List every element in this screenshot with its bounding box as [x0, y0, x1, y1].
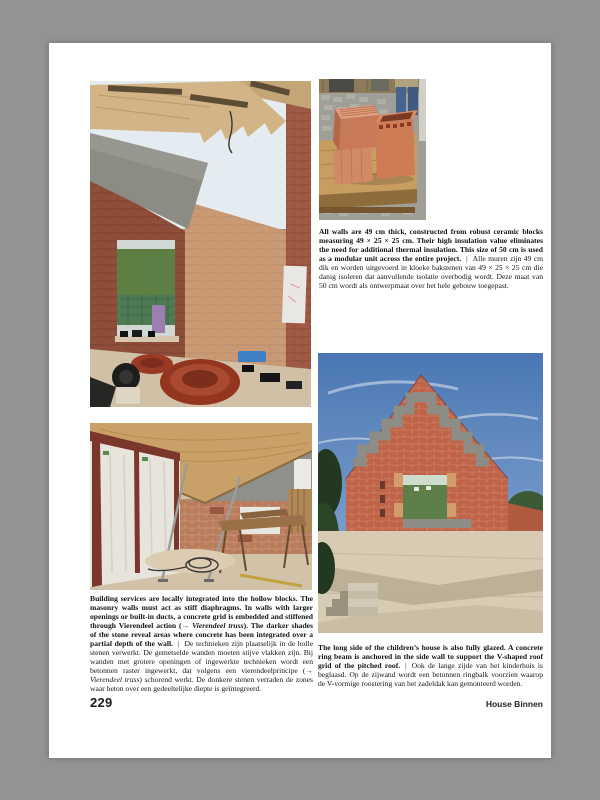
caption3-english: The long side of the children’s house is also fully glazed. A concrete ring beam is anchored in the side wall to support the V-shaped roof grid of the pitched roof. — [318, 643, 543, 670]
caption1-english: All walls are 49 cm thick, constructed from robust ceramic blocks measuring 49 × 25 × 25 cm. Their high insulation value eliminates the need for additional thermal insulation. This size of 50 cm is used as a modular unit across the entire project. — [319, 227, 543, 263]
caption2-english-b: ). The darker shades of the stone reveal areas where concrete has been integrated over a partial depth of the wall. — [90, 621, 314, 648]
caption2-dutch-italic: Vierendeel truss — [90, 675, 140, 684]
caption-glazed-side — [318, 643, 543, 688]
caption3-dutch: Ook de lange zijde van het kinderhuis is beglaasd. Op de zijwand wordt een betonnen ringbalk voorzien waarop de V-vormige roostering van het zadeldak kan gemonteerd worden. — [318, 661, 543, 688]
caption-building-services — [90, 594, 313, 693]
photo-ceramic-blocks-art — [319, 79, 426, 220]
caption2-dutch-a: De technieken zijn plaatselijk in de holle stenen verwerkt. De gemetselde wanden moeten stijve vlakken zijn. Bij wanden met grotere openingen of ingewerkte technieken wordt een betonnen raster ingewerkt, dat volgens een vierendeelprincipe (→ — [90, 639, 313, 675]
caption2-english-italic: Vierendeel truss — [192, 621, 244, 630]
caption1-dutch: Alle muren zijn 49 cm dik en worden uitgevoerd in kloeke bakstenen van 49 × 25 × 25 cm die danig isoleren dat aanvullende isolatie overbodig wordt. Deze maat van 50 cm wordt als ontwerpmaat over het hele gebouw toegepast. — [319, 254, 543, 290]
caption2-english-a: Building services are locally integrated into the hollow blocks. The masonry walls must act as stiff diaphragms. In walls with larger openings or built-in ducts, a concrete grid is embedded and stiffened through Vierendeel action (→ — [90, 594, 313, 630]
caption3-separator: | — [405, 661, 407, 670]
right-brick-column — [286, 81, 311, 407]
page-number: 229 — [90, 695, 113, 710]
photo-interior-art — [90, 423, 312, 590]
photo-roof-overhang — [90, 81, 311, 407]
covered-window-top — [294, 459, 311, 489]
photo-gable-art — [318, 353, 543, 633]
photo-ceramic-blocks — [319, 79, 426, 220]
plan-sheet — [282, 266, 307, 324]
concrete-slab — [318, 531, 543, 633]
ceramic-block-flat — [333, 105, 379, 151]
photo-interior-construction — [90, 423, 312, 590]
caption1-separator: | — [466, 254, 468, 263]
running-title: House Binnen — [485, 699, 543, 709]
white-post — [419, 79, 426, 141]
caption-ceramic-blocks — [319, 227, 543, 290]
photo-roof-overhang-art — [90, 81, 311, 407]
window-opening — [115, 240, 179, 342]
book-page — [49, 43, 551, 758]
photo-gable-wall — [318, 353, 543, 633]
caption2-separator: | — [177, 639, 180, 648]
caption2-dutch-b: ) schorend werkt. De donkere stenen verraden de zones waar beton over een gedeeltelijke diepte is geïntegreerd. — [90, 675, 313, 693]
ceramic-block-front — [333, 147, 373, 185]
ceramic-block-open — [375, 110, 418, 179]
